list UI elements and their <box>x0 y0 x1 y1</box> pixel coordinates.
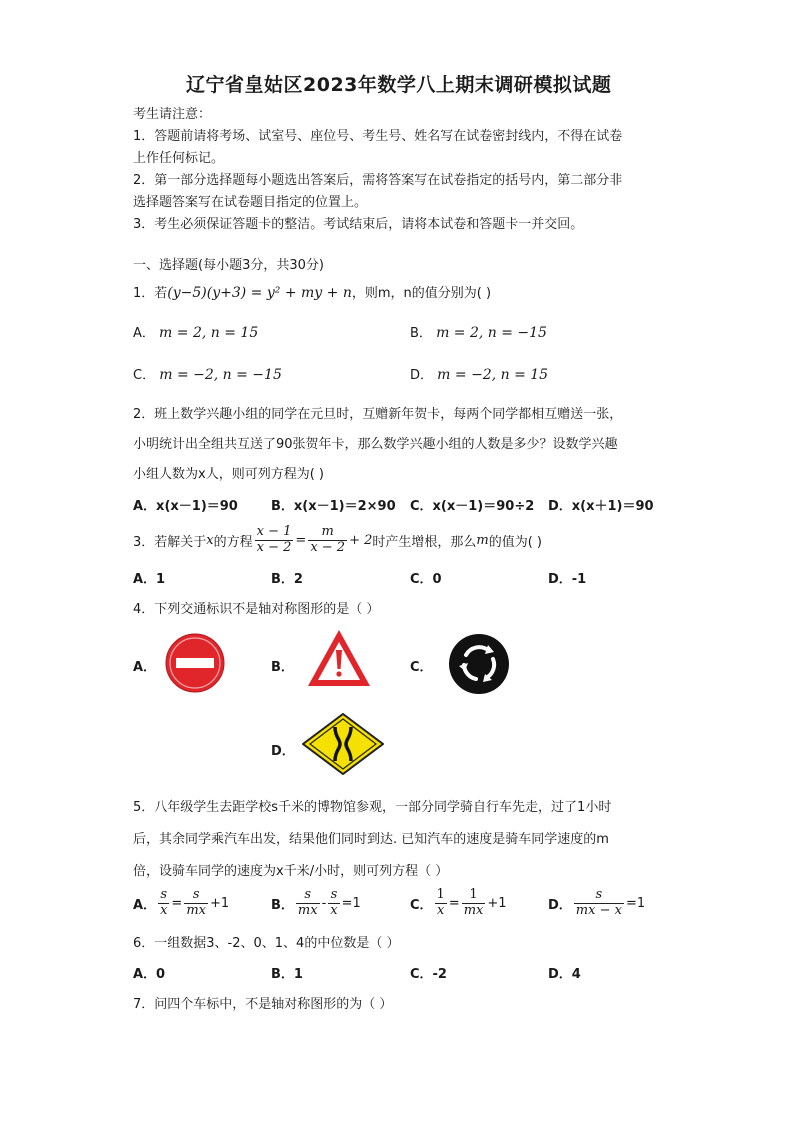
q5-option-b[interactable]: B． $\frac{s}{mx}$ - $\frac{s}{x}$ =1 <box>271 886 361 918</box>
q2-line: 小明统计出全组共互送了90张贺年卡，那么数学兴趣小组的人数是多少？设数学兴趣 <box>133 437 618 452</box>
notice-line: 2．第一部分选择题每小题选出答案后，需将答案写在试卷指定的括号内，第二部分非 <box>133 173 623 188</box>
no-entry-sign-icon[interactable] <box>165 633 225 693</box>
q5-line: 5．八年级学生去距学校s千米的博物馆参观，一部分同学骑自行车先走，过了1小时 <box>133 800 612 815</box>
q1-option-c[interactable]: C． m = −2, n = −15 <box>133 367 282 383</box>
q2-option-a[interactable]: A．x(x－1)＝90 <box>133 499 238 514</box>
q1-option-b[interactable]: B． m = 2, n = −15 <box>410 325 547 341</box>
q6-option-a[interactable]: A．0 <box>133 967 166 982</box>
q4-option-c-label[interactable]: C． <box>410 660 433 675</box>
q5-line: 倍，设骑车同学的速度为x千米/小时，则可列方程（ ） <box>133 864 449 879</box>
q5-option-a[interactable]: A． $\frac{s}{x}$ = $\frac{s}{mx}$ +1 <box>133 886 230 918</box>
q3-fraction-right: $\frac{m}{x - 2}$ <box>310 523 346 555</box>
q3-fraction-left: $\frac{x - 1}{x - 2}$ <box>256 523 292 555</box>
question-1 <box>133 282 491 301</box>
q2-option-c[interactable]: C．x(x－1)＝90÷2 <box>410 499 535 514</box>
q5-line: 后，其余同学乘汽车出发，结果他们同时到达. 已知汽车的速度是骑车同学速度的m <box>133 832 609 847</box>
roundabout-sign-icon[interactable] <box>448 633 510 695</box>
notice-line: 上作任何标记。 <box>133 151 225 166</box>
q6-option-d[interactable]: D．4 <box>548 967 581 982</box>
page-title: 辽宁省皇姑区2023年数学八上期末调研模拟试题 <box>186 74 612 96</box>
q4-stem: 4．下列交通标识不是轴对称图形的是（ ） <box>133 602 380 617</box>
q6-stem: 6．一组数据3、-2、0、1、4的中位数是（ ） <box>133 936 400 951</box>
q3-option-d[interactable]: D．-1 <box>548 572 587 587</box>
q1-option-a[interactable]: A． m = 2, n = 15 <box>133 325 259 341</box>
q2-option-d[interactable]: D．x(x＋1)＝90 <box>548 499 654 514</box>
q4-option-d-label[interactable]: D． <box>271 744 295 759</box>
q5-option-d[interactable]: D． $\frac{s}{mx - x}$ =1 <box>548 886 646 918</box>
q3-option-b[interactable]: B．2 <box>271 572 303 587</box>
q3-option-c[interactable]: C．0 <box>410 572 442 587</box>
q4-option-a-label[interactable]: A． <box>133 660 157 675</box>
q1-expression: (y−5)(y+3) = y² + my + n <box>167 285 352 301</box>
notice-heading: 考生请注意： <box>133 107 212 122</box>
road-narrows-sign-icon[interactable] <box>302 713 384 775</box>
q3-option-a[interactable]: A．1 <box>133 572 166 587</box>
notice-line: 1．答题前请将考场、试室号、座位号、考生号、姓名写在试卷密封线内，不得在试卷 <box>133 129 623 144</box>
section-heading: 一、选择题(每小题3分，共30分) <box>133 258 324 273</box>
q1-option-d[interactable]: D． m = −2, n = 15 <box>410 367 549 383</box>
notice-line: 3．考生必须保证答题卡的整洁。考试结束后，请将本试卷和答题卡一并交回。 <box>133 217 584 232</box>
q6-option-c[interactable]: C．-2 <box>410 967 447 982</box>
q2-line: 小组人数为x人，则可列方程为( ) <box>133 467 324 482</box>
q4-option-b-label[interactable]: B． <box>271 660 294 675</box>
q5-option-c[interactable]: C． $\frac{1}{x}$ = $\frac{1}{mx}$ +1 <box>410 886 507 918</box>
q2-line: 2．班上数学兴趣小组的同学在元旦时，互赠新年贺卡，每两个同学都相互赠送一张， <box>133 407 623 422</box>
notice-line: 选择题答案写在试卷题目指定的位置上。 <box>133 195 368 210</box>
question-3: 3．若解关于 x 的方程 $\frac{x - 1}{x - 2}$ = $\frac{m}{x - 2}$ + 2 时产生增根，那么 m 的值为( ) <box>133 523 542 555</box>
warning-sign-icon[interactable] <box>306 628 372 688</box>
q1-tail: ，则m，n的值分别为( ) <box>351 286 492 301</box>
q2-option-b[interactable]: B．x(x－1)＝2×90 <box>271 499 396 514</box>
q1-num: 1．若 <box>133 286 168 301</box>
q6-option-b[interactable]: B．1 <box>271 967 303 982</box>
q7-stem: 7．问四个车标中，不是轴对称图形的为（ ） <box>133 997 393 1012</box>
